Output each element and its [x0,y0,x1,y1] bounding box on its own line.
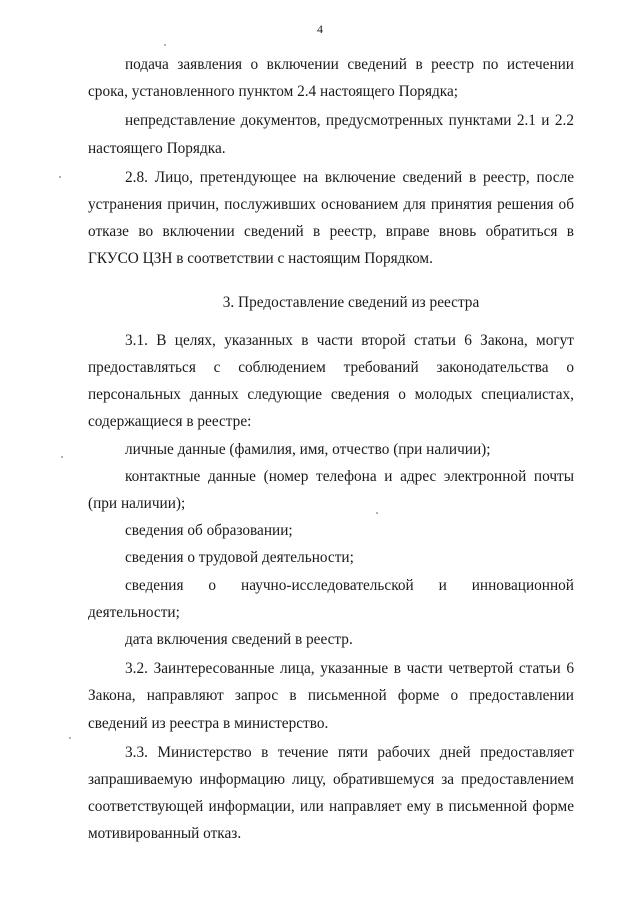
scan-speck [61,456,63,458]
paragraph: 2.8. Лицо, претендующее на включение сведений в реестр, после устранения причин, послуживших основанием для принятия решения об отказе во включении сведений в реестр, вправе вновь обратиться в ГКУСО ЦЗН в соответствии с настоящим Порядком. [88,168,574,268]
paragraph: 3.1. В целях, указанных в части второй статьи 6 Закона, могут предоставляться с соблюдением требований законодательства о персональных данных следующие сведения о молодых специалистах, содержащиеся в реестре: [88,331,574,431]
paragraph: 3.2. Заинтересованные лица, указанные в части четвертой статьи 6 Закона, направляют запрос в письменной форме о предоставлении сведений из реестра в министерство. [88,660,574,732]
list-item: сведения об образовании; [125,522,293,540]
paragraph: 3.3. Министерство в течение пяти рабочих дней предоставляет запрашиваемую информацию лицу, обратившемуся за предоставлением соответствующей информации, или направляет ему в письменной форме мотивированный отказ. [88,743,574,843]
scan-speck [376,512,378,514]
list-item: контактные данные (номер телефона и адрес электронной почты (при наличии); [88,467,574,513]
paragraph: подача заявления о включении сведений в реестр по истечении срока, установленного пунктом 2.4 настоящего Порядка; [88,56,574,101]
list-item: дата включения сведений в реестр. [125,631,353,649]
list-item: сведения о трудовой деятельности; [125,549,354,567]
scan-speck [69,737,71,739]
scan-speck [164,44,166,46]
list-item: сведения о научно-исследовательской и инновационной деятельности; [88,576,574,621]
page-number: 4 [317,22,323,36]
scan-speck [59,176,61,178]
document-body [88,51,574,848]
paragraph: непредставление документов, предусмотренных пунктами 2.1 и 2.2 настоящего Порядка. [88,112,574,157]
list-item: личные данные (фамилия, имя, отчество (при наличии); [125,440,491,458]
section-heading: 3. Предоставление сведений из реестра [222,293,480,311]
